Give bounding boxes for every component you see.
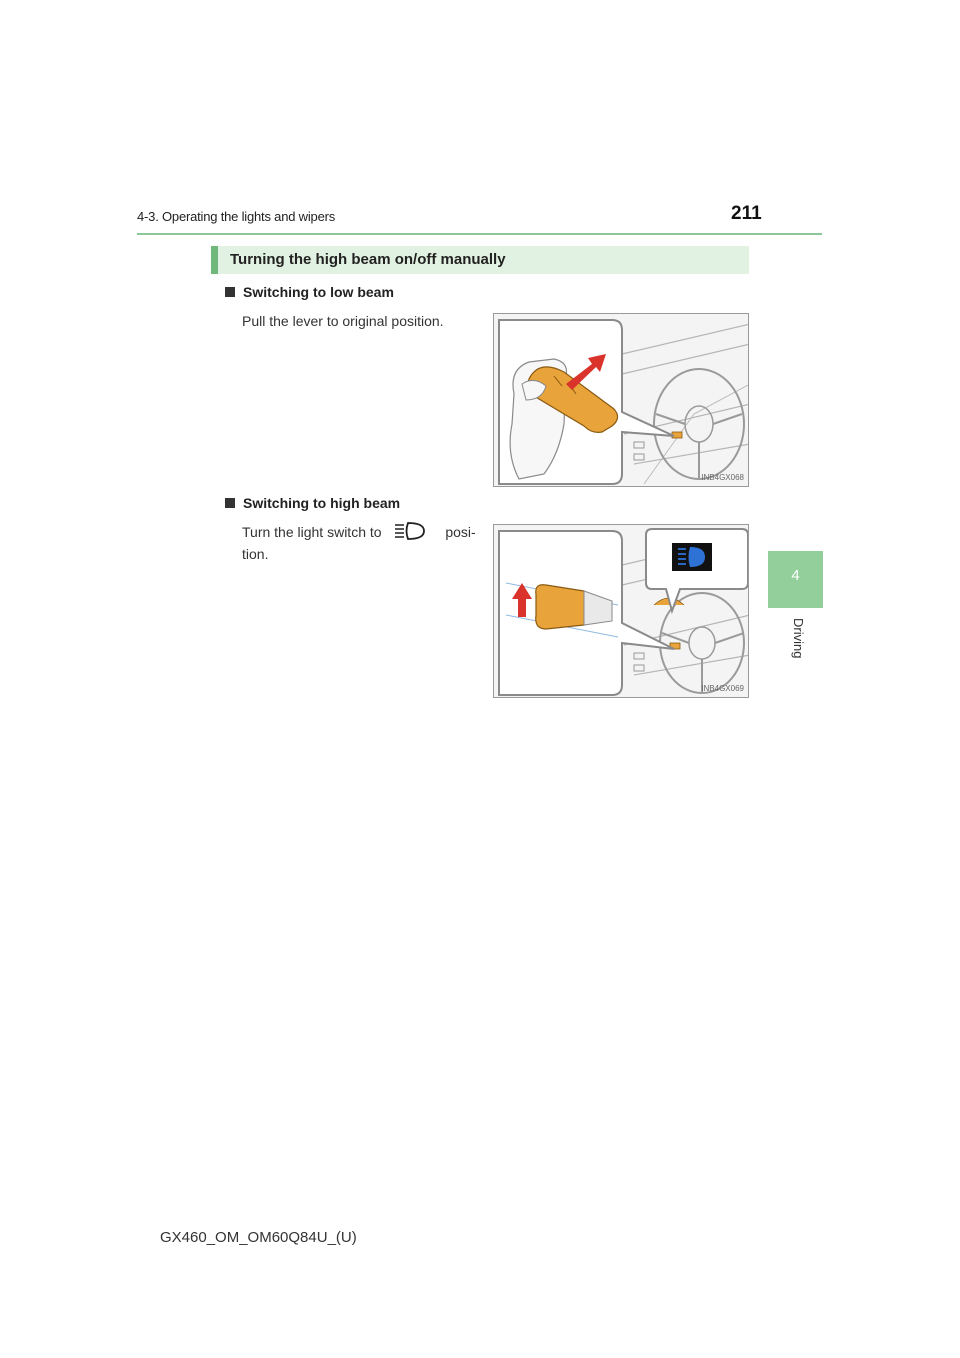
section-title: Turning the high beam on/off manually bbox=[230, 251, 506, 268]
subheading-high-beam: Switching to high beam bbox=[225, 495, 400, 511]
section-title-bar bbox=[211, 246, 749, 274]
high-beam-icon bbox=[393, 521, 427, 541]
low-beam-instruction: Pull the lever to original position. bbox=[242, 313, 444, 329]
header-divider bbox=[137, 233, 822, 235]
page-number: 211 bbox=[731, 203, 762, 224]
high-beam-illustration bbox=[494, 525, 749, 698]
chapter-label: Driving bbox=[791, 618, 806, 659]
high-beam-instruction: Turn the light switch to posi- tion. bbox=[242, 521, 476, 565]
square-bullet-icon bbox=[225, 498, 235, 508]
figure-high-beam bbox=[493, 524, 749, 698]
section-header: 4-3. Operating the lights and wipers bbox=[137, 209, 336, 224]
footer-doc-code: GX460_OM_OM60Q84U_(U) bbox=[160, 1229, 357, 1246]
square-bullet-icon bbox=[225, 287, 235, 297]
figure-low-beam bbox=[493, 313, 749, 487]
low-beam-illustration bbox=[494, 314, 749, 487]
figure-code: INB4GX069 bbox=[701, 684, 744, 693]
chapter-number: 4 bbox=[791, 567, 800, 584]
subheading-low-beam: Switching to low beam bbox=[225, 284, 394, 300]
figure-code: INB4GX068 bbox=[701, 473, 744, 482]
